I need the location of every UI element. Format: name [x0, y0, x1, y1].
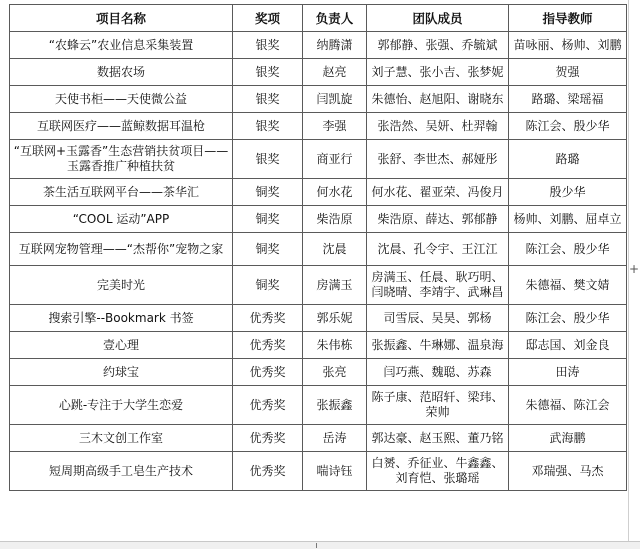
- project-name: 互联网医疗——蓝鲸数据耳温枪: [10, 113, 233, 140]
- award: 铜奖: [233, 233, 303, 266]
- table-row: [10, 386, 627, 425]
- award: 银奖: [233, 32, 303, 59]
- leader: 张亮: [303, 359, 367, 386]
- table-row: [10, 359, 627, 386]
- leader: 岳涛: [303, 425, 367, 452]
- teacher: 田涛: [509, 359, 627, 386]
- table-row: [10, 206, 627, 233]
- teacher: 邓瑞强、马杰: [509, 452, 627, 491]
- leader: 闫凯旋: [303, 86, 367, 113]
- teacher: 朱德福、陈江会: [509, 386, 627, 425]
- award: 优秀奖: [233, 425, 303, 452]
- table-row: [10, 305, 627, 332]
- project-name: “互联网+玉露香”生态营销扶贫项目——玉露香推广种植扶贫: [10, 140, 233, 179]
- project-name: “农蜂云”农业信息采集装置: [10, 32, 233, 59]
- leader: 何水花: [303, 179, 367, 206]
- table-row: [10, 452, 627, 491]
- project-name: “COOL 运动”APP: [10, 206, 233, 233]
- project-name: 数据农场: [10, 59, 233, 86]
- team-members: 陈子康、范昭轩、梁玮、荣帅: [367, 386, 509, 425]
- leader: 纳腾潇: [303, 32, 367, 59]
- scrollbar-tick: [316, 543, 317, 548]
- leader: 朱伟栋: [303, 332, 367, 359]
- team-members: 沈晨、孔令宇、王江江: [367, 233, 509, 266]
- teacher: 杨帅、刘鹏、屈卓立: [509, 206, 627, 233]
- teacher: 陈江会、殷少华: [509, 113, 627, 140]
- leader: 李强: [303, 113, 367, 140]
- table-row: [10, 233, 627, 266]
- project-name: 短周期高级手工皂生产技术: [10, 452, 233, 491]
- team-members: 柴浩原、薛达、郭郁静: [367, 206, 509, 233]
- project-name: 互联网宠物管理——“杰帮你”宠物之家: [10, 233, 233, 266]
- teacher: 陈江会、殷少华: [509, 233, 627, 266]
- table-row: [10, 425, 627, 452]
- table-header-row: [10, 5, 627, 32]
- team-members: 房满玉、任晨、耿巧明、闫晓晴、李靖宇、武琳昌: [367, 266, 509, 305]
- team-members: 张舒、李世杰、郝娅彤: [367, 140, 509, 179]
- award: 铜奖: [233, 206, 303, 233]
- project-name: 茶生活互联网平台——茶华汇: [10, 179, 233, 206]
- award: 优秀奖: [233, 359, 303, 386]
- leader: 房满玉: [303, 266, 367, 305]
- award: 优秀奖: [233, 452, 303, 491]
- teacher: 贺强: [509, 59, 627, 86]
- header-team: 团队成员: [367, 5, 509, 32]
- team-members: 张浩然、吴妍、杜羿翰: [367, 113, 509, 140]
- table-row: [10, 332, 627, 359]
- award: 银奖: [233, 59, 303, 86]
- header-leader: 负责人: [303, 5, 367, 32]
- award: 优秀奖: [233, 305, 303, 332]
- leader: 柴浩原: [303, 206, 367, 233]
- teacher: 苗咏丽、杨帅、刘鹏: [509, 32, 627, 59]
- table-row: [10, 32, 627, 59]
- award: 优秀奖: [233, 386, 303, 425]
- award: 银奖: [233, 113, 303, 140]
- team-members: 刘子慧、张小吉、张梦妮: [367, 59, 509, 86]
- awards-table: [9, 4, 627, 491]
- team-members: 白赟、乔征业、牛鑫鑫、刘育恺、张璐瑶: [367, 452, 509, 491]
- table-row: [10, 140, 627, 179]
- teacher: 路璐: [509, 140, 627, 179]
- project-name: 壹心理: [10, 332, 233, 359]
- teacher: 路璐、梁瑶福: [509, 86, 627, 113]
- award: 铜奖: [233, 266, 303, 305]
- award: 铜奖: [233, 179, 303, 206]
- team-members: 司雪辰、吴昊、郭杨: [367, 305, 509, 332]
- expand-plus-icon[interactable]: +: [629, 262, 640, 276]
- teacher: 朱德福、樊文婧: [509, 266, 627, 305]
- leader: 沈晨: [303, 233, 367, 266]
- team-members: 闫巧燕、魏聪、苏森: [367, 359, 509, 386]
- leader: 张振鑫: [303, 386, 367, 425]
- table-row: [10, 59, 627, 86]
- project-name: 天使书柜——天使微公益: [10, 86, 233, 113]
- header-teacher: 指导教师: [509, 5, 627, 32]
- award: 银奖: [233, 86, 303, 113]
- leader: 郭乐妮: [303, 305, 367, 332]
- table-row: [10, 266, 627, 305]
- header-project: 项目名称: [10, 5, 233, 32]
- table-row: [10, 113, 627, 140]
- table-row: [10, 179, 627, 206]
- project-name: 约球宝: [10, 359, 233, 386]
- leader: 赵亮: [303, 59, 367, 86]
- award: 银奖: [233, 140, 303, 179]
- table-row: [10, 86, 627, 113]
- teacher: 武海鹏: [509, 425, 627, 452]
- project-name: 三木文创工作室: [10, 425, 233, 452]
- leader: 喘诗钰: [303, 452, 367, 491]
- team-members: 郭郁静、张强、乔毓斌: [367, 32, 509, 59]
- team-members: 朱德怡、赵旭阳、谢晓东: [367, 86, 509, 113]
- leader: 商亚行: [303, 140, 367, 179]
- project-name: 完美时光: [10, 266, 233, 305]
- header-award: 奖项: [233, 5, 303, 32]
- teacher: 殷少华: [509, 179, 627, 206]
- team-members: 张振鑫、牛琳娜、温泉海: [367, 332, 509, 359]
- team-members: 郭达豪、赵玉熙、董乃铭: [367, 425, 509, 452]
- team-members: 何水花、翟亚荣、冯俊月: [367, 179, 509, 206]
- project-name: 心跳-专注于大学生恋爱: [10, 386, 233, 425]
- awards-table-container: [9, 4, 626, 491]
- project-name: 搜索引擎--Bookmark 书签: [10, 305, 233, 332]
- teacher: 陈江会、殷少华: [509, 305, 627, 332]
- teacher: 邸志国、刘金良: [509, 332, 627, 359]
- award: 优秀奖: [233, 332, 303, 359]
